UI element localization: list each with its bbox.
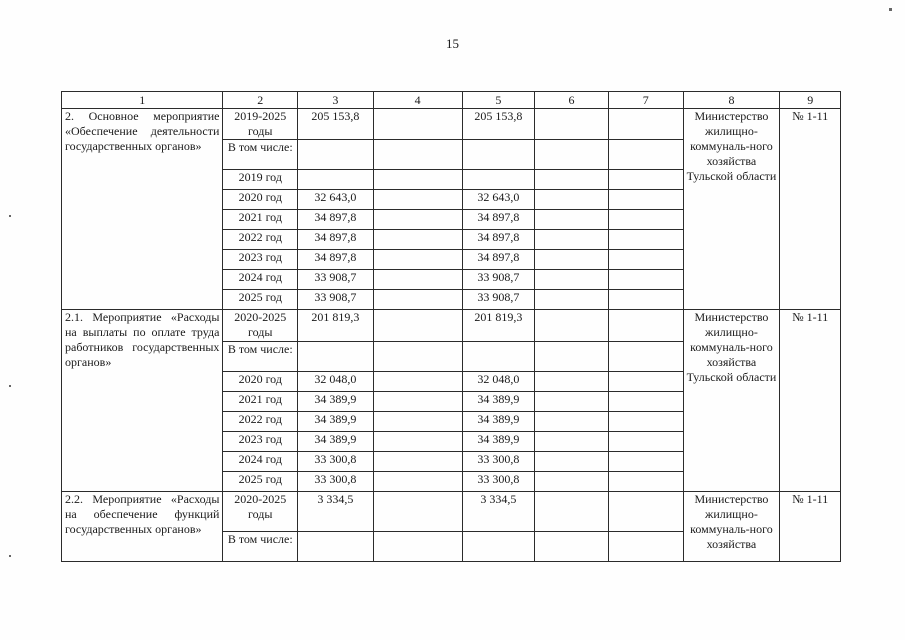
period-label: 2020-2025 годы	[223, 310, 298, 342]
column-number: 1	[62, 92, 223, 109]
amount-cell: 34 897,8	[462, 210, 535, 230]
amount-cell: 34 389,9	[298, 432, 374, 452]
year-label: 2021 год	[223, 392, 298, 412]
column-number: 3	[298, 92, 374, 109]
amount-cell: 34 389,9	[462, 412, 535, 432]
column-number: 6	[535, 92, 609, 109]
amount-cell: 34 389,9	[462, 432, 535, 452]
column-number: 9	[780, 92, 841, 109]
year-label: 2019 год	[223, 170, 298, 190]
amount-cell: 34 389,9	[298, 392, 374, 412]
amount-cell: 33 300,8	[462, 472, 535, 492]
year-label: 2022 год	[223, 230, 298, 250]
executor: Министерство жилищно-коммуналь-ного хозяйства Тульской области	[683, 310, 780, 492]
amount-cell	[462, 170, 535, 190]
amount-total: 201 819,3	[298, 310, 374, 342]
column-number-row	[62, 92, 841, 109]
column-number: 2	[223, 92, 298, 109]
table-row	[62, 109, 841, 140]
subtotal-label: В том числе:	[223, 532, 298, 562]
column-number: 4	[373, 92, 462, 109]
budget-table	[61, 91, 841, 562]
scan-mark	[9, 555, 11, 557]
amount-cell: 32 048,0	[298, 372, 374, 392]
amount-total: 3 334,5	[462, 492, 535, 532]
amount-cell: 34 389,9	[462, 392, 535, 412]
amount-cell: 34 897,8	[298, 210, 374, 230]
amount-cell: 32 643,0	[462, 190, 535, 210]
amount-cell: 33 908,7	[462, 290, 535, 310]
subtotal-label: В том числе:	[223, 140, 298, 170]
amount-cell: 33 908,7	[298, 290, 374, 310]
amount-cell: 33 300,8	[298, 472, 374, 492]
column-number: 8	[683, 92, 780, 109]
page-number: 15	[446, 36, 459, 51]
scan-mark	[9, 215, 11, 217]
note: № 1-11	[780, 109, 841, 310]
year-label: 2020 год	[223, 372, 298, 392]
table-row	[62, 310, 841, 342]
period-label: 2020-2025 годы	[223, 492, 298, 532]
column-number: 5	[462, 92, 535, 109]
year-label: 2021 год	[223, 210, 298, 230]
year-label: 2022 год	[223, 412, 298, 432]
measure-name: 2.1. Мероприятие «Расходы на выплаты по оплате труда работников государственных органов»	[62, 310, 223, 492]
measure-name: 2.2. Мероприятие «Расходы на обеспечение функций государственных органов»	[62, 492, 223, 562]
amount-cell	[298, 170, 374, 190]
amount-cell: 32 643,0	[298, 190, 374, 210]
scan-mark	[889, 8, 892, 11]
year-label: 2024 год	[223, 270, 298, 290]
amount-cell: 34 897,8	[462, 230, 535, 250]
period-label: 2019-2025 годы	[223, 109, 298, 140]
scan-mark	[9, 385, 11, 387]
amount-cell: 34 897,8	[298, 230, 374, 250]
year-label: 2020 год	[223, 190, 298, 210]
year-label: 2024 год	[223, 452, 298, 472]
year-label: 2025 год	[223, 472, 298, 492]
amount-cell: 34 897,8	[298, 250, 374, 270]
amount-cell: 32 048,0	[462, 372, 535, 392]
amount-cell: 33 908,7	[298, 270, 374, 290]
amount-total: 205 153,8	[298, 109, 374, 140]
amount-total: 205 153,8	[462, 109, 535, 140]
year-label: 2023 год	[223, 432, 298, 452]
subtotal-label: В том числе:	[223, 342, 298, 372]
measure-name: 2. Основное мероприятие «Обеспечение деятельности государственных органов»	[62, 109, 223, 310]
year-label: 2023 год	[223, 250, 298, 270]
note: № 1-11	[780, 310, 841, 492]
table-row	[62, 492, 841, 532]
note: № 1-11	[780, 492, 841, 562]
year-label: 2025 год	[223, 290, 298, 310]
amount-cell: 34 897,8	[462, 250, 535, 270]
amount-cell: 33 300,8	[298, 452, 374, 472]
amount-total: 3 334,5	[298, 492, 374, 532]
amount-cell: 33 300,8	[462, 452, 535, 472]
amount-total: 201 819,3	[462, 310, 535, 342]
column-number: 7	[608, 92, 683, 109]
executor: Министерство жилищно-коммуналь-ного хозяйства Тульской области	[683, 109, 780, 310]
amount-cell: 33 908,7	[462, 270, 535, 290]
amount-cell: 34 389,9	[298, 412, 374, 432]
executor: Министерство жилищно-коммуналь-ного хозяйства	[683, 492, 780, 562]
